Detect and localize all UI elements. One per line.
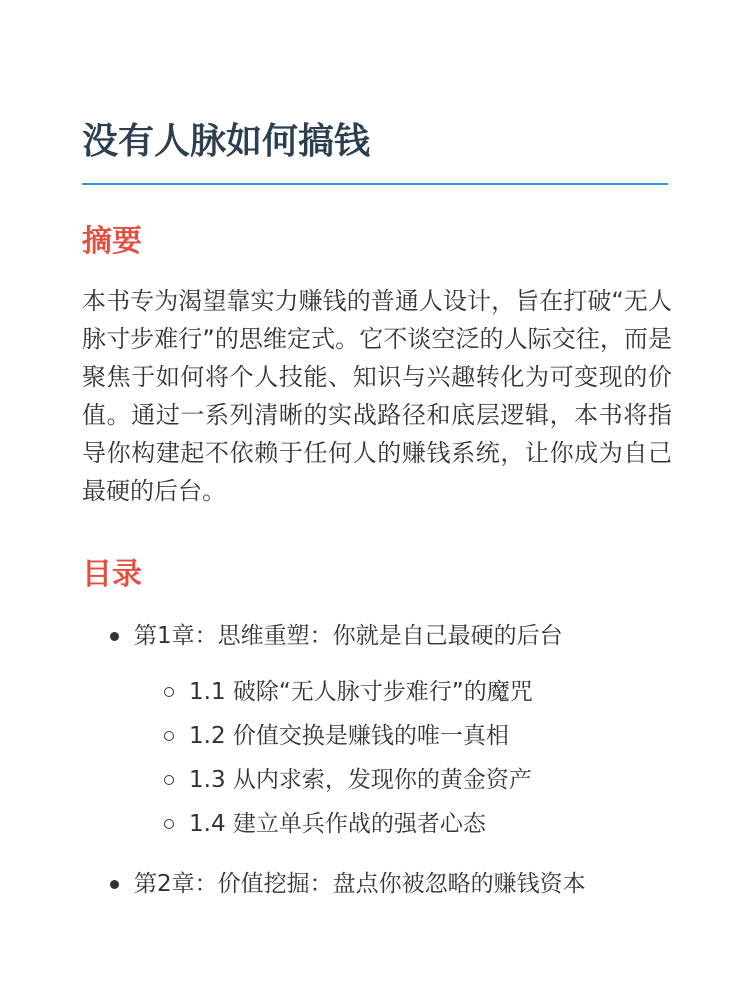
summary-heading: 摘要 (82, 224, 142, 259)
section-label: 1.1 破除“无人脉寸步难行”的魔咒 (189, 679, 533, 705)
toc-heading: 目录 (82, 557, 142, 592)
toc-section-1-3 (82, 758, 682, 802)
section-label: 1.2 价值交换是赚钱的唯一真相 (189, 723, 509, 749)
toc-section-1-1 (82, 670, 682, 714)
chapter-1-sections (82, 670, 682, 846)
circle-bullet-icon (164, 819, 174, 829)
toc-chapter-2 (82, 864, 682, 904)
table-of-contents (82, 616, 682, 904)
chapter-label: 第1章：思维重塑：你就是自己最硬的后台 (134, 623, 563, 649)
circle-bullet-icon (164, 687, 174, 697)
toc-section-1-4 (82, 802, 682, 846)
section-label: 1.3 从内求索，发现你的黄金资产 (189, 767, 532, 793)
summary-text: 本书专为渴望靠实力赚钱的普通人设计，旨在打破“无人脉寸步难行”的思维定式。它不谈空泛的人际交往，而是聚焦于如何将个人技能、知识与兴趣转化为可变现的价值。通过一系列清晰的实战路径和底层逻辑，本书将指导你构建起不依赖于任何人的赚钱系统，让你成为自己最硬的后台。 (82, 287, 672, 505)
bullet-icon (110, 632, 119, 641)
circle-bullet-icon (164, 731, 174, 741)
toc-chapter-1 (82, 616, 682, 656)
toc-section-1-2 (82, 714, 682, 758)
circle-bullet-icon (164, 775, 174, 785)
section-label: 1.4 建立单兵作战的强者心态 (189, 811, 486, 837)
title-divider (82, 183, 668, 185)
book-title: 没有人脉如何搞钱 (82, 121, 371, 162)
chapter-label: 第2章：价值挖掘：盘点你被忽略的赚钱资本 (134, 871, 586, 897)
bullet-icon (110, 880, 119, 889)
